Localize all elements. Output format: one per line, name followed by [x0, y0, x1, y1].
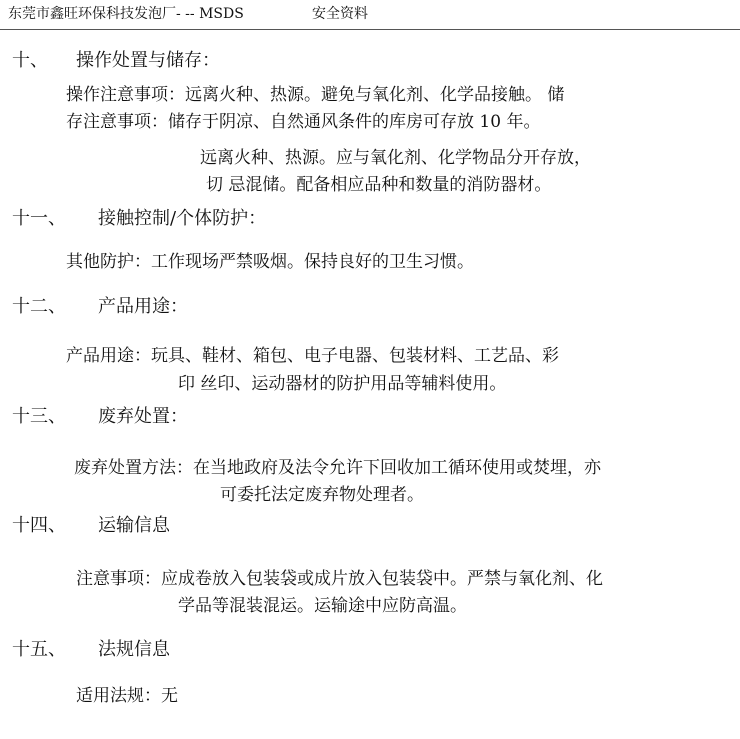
section-10-line-3: 远离火种、热源。应与氧化剂、化学物品分开存放，: [200, 148, 591, 168]
section-10-line-1: 操作注意事项：远离火种、热源。避免与氧化剂、化学品接触。 储: [66, 85, 565, 105]
section-11-line-1: 其他防护：工作现场严禁吸烟。保持良好的卫生习惯。: [66, 252, 474, 272]
header-doc-type: 安全资料: [312, 6, 368, 22]
section-13-number: 十三、: [12, 406, 66, 427]
section-10-title: 操作处置与储存：: [76, 50, 220, 71]
section-11-title: 接触控制/个体防护：: [98, 208, 267, 229]
section-12-title: 产品用途：: [98, 296, 188, 317]
section-12-line-2: 印 丝印、运动器材的防护用品等辅料使用。: [178, 374, 507, 394]
section-12-line-1: 产品用途：玩具、鞋材、箱包、电子电器、包装材料、工艺品、彩: [66, 346, 559, 366]
section-13-title: 废弃处置：: [98, 406, 188, 427]
section-14-line-2: 学品等混装混运。运输途中应防高温。: [178, 596, 467, 616]
section-12-number: 十二、: [12, 296, 66, 317]
section-14-number: 十四、: [12, 515, 66, 536]
section-13-line-2: 可委托法定废弃物处理者。: [220, 485, 424, 505]
section-14-line-1: 注意事项：应成卷放入包装袋或成片放入包装袋中。严禁与氧化剂、化: [76, 569, 603, 589]
section-15-title: 法规信息: [98, 639, 170, 660]
page-header: [0, 0, 740, 30]
section-11-number: 十一、: [12, 208, 66, 229]
section-10-line-2: 存注意事项：储存于阴凉、自然通风条件的库房可存放 10 年。: [66, 112, 541, 132]
section-13-line-1: 废弃处置方法：在当地政府及法令允许下回收加工循环使用或焚埋，亦: [74, 458, 601, 478]
section-15-number: 十五、: [12, 639, 66, 660]
section-15-line-1: 适用法规：无: [76, 686, 178, 706]
section-10-number: 十、: [12, 50, 48, 71]
section-10-line-4: 切 忌混储。配备相应品种和数量的消防器材。: [206, 175, 552, 195]
header-company: 东莞市鑫旺环保科技发泡厂- -- MSDS: [8, 6, 244, 22]
section-14-title: 运输信息: [98, 515, 170, 536]
